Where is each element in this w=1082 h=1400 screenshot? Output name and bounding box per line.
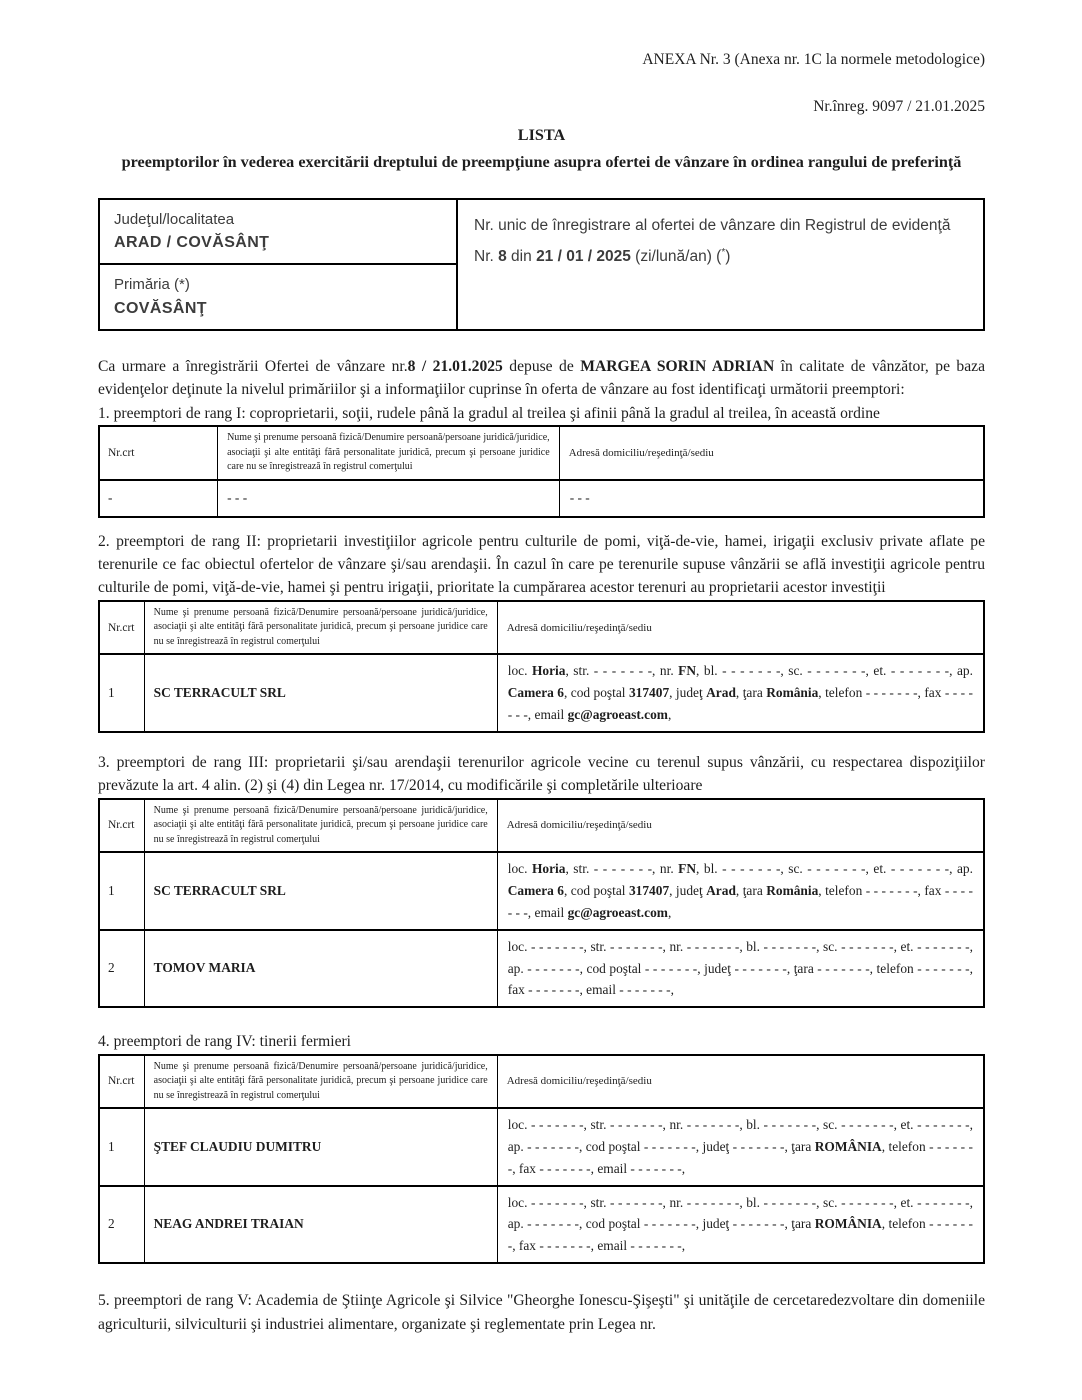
annex-label: ANEXA Nr. 3 (Anexa nr. 1C la normele metodologice) <box>642 51 985 68</box>
row-address: loc. Horia, str. - - - - - - -, nr. FN, bl. - - - - - - -, sc. - - - - - - -, et. - - - - - - -, ap. Camera 6, cod poştal 317407, judeţ Arad, ţara România, telefon - - - - - - -, fax - - - - - - -, email gc@agroeast.com, <box>497 852 984 930</box>
cityhall-label: Primăria (*) <box>114 276 190 294</box>
cityhall-value: COVĂSÂNŢ <box>114 299 207 317</box>
county-label: Judeţul/localitatea <box>114 210 235 228</box>
row-name: TOMOV MARIA <box>144 930 497 1008</box>
row-name: NEAG ANDREI TRAIAN <box>144 1186 497 1264</box>
intro-paragraph: Ca urmare a înregistrării Ofertei de vânzare nr.8 / 21.01.2025 depuse de MARGEA SORIN ADRIAN în calitate de vânzător, pe baza evidenţelor deţinute la nivelul primăriilor şi a informaţiilor cuprinse în oferta de vânzare au fost identificaţi următorii preemptori: <box>98 357 985 399</box>
col-header-nr: Nr.crt <box>99 601 144 655</box>
table-row <box>99 930 984 1008</box>
rank4-table <box>98 1054 985 1265</box>
col-header-name: Nume şi prenume persoană fizică/Denumire persoană/persoane juridică/juridice, asociaţii şi alte entităţi fără personalitate juridică, precum şi persoane juridice care nu se înregistrează în registrul comerţului <box>144 601 497 655</box>
page-subtitle: preemptorilor în vederea exercitării dreptului de preempţiune asupra ofertei de vânzare în ordinea rangului de preferinţă <box>121 152 962 171</box>
col-header-name: Nume şi prenume persoană fizică/Denumire persoană/persoane juridică/juridice, asociaţii şi alte entităţi fără personalitate juridică, precum şi persoane juridice care nu se înregistrează în registrul comerţului <box>144 1055 497 1109</box>
info-box-left-column <box>100 200 458 329</box>
row-number: 2 <box>99 1186 144 1264</box>
rank3-heading: 3. preemptori de rang III: proprietarii şi/sau arendaşii terenurilor agricole vecine cu terenul supus vânzării, cu respectarea dispoziţiilor prevăzute la art. 4 alin. (2) şi (4) din Legea nr. 17/2014, cu modificările şi completările ulterioare <box>98 753 985 795</box>
row-number: 1 <box>99 852 144 930</box>
unique-registration-value: Nr. 8 din 21 / 01 / 2025 (zi/lună/an) (*) <box>474 246 731 265</box>
col-header-name: Nume şi prenume persoană fizică/Denumire persoană/persoane juridică/juridice, asociaţii şi alte entităţi fără personalitate juridică, precum şi persoane juridice care nu se înregistrează în registrul comerţului <box>218 426 560 480</box>
row-number: 1 <box>99 1108 144 1186</box>
unique-registration-cell <box>458 200 983 329</box>
row-address: loc. Horia, str. - - - - - - -, nr. FN, bl. - - - - - - -, sc. - - - - - - -, et. - - - - - - -, ap. Camera 6, cod poştal 317407, judeţ Arad, ţara România, telefon - - - - - - -, fax - - - - - - -, email gc@agroeast.com, <box>497 654 984 732</box>
row-name: SC TERRACULT SRL <box>144 654 497 732</box>
col-header-nr: Nr.crt <box>99 799 144 853</box>
col-header-address: Adresă domiciliu/reşedinţă/sediu <box>559 426 984 480</box>
table-header-row <box>99 426 984 480</box>
county-value: ARAD / COVĂSÂNŢ <box>114 234 270 252</box>
rank4-heading: 4. preemptori de rang IV: tinerii fermieri <box>98 1033 352 1051</box>
rank3-table <box>98 798 985 1009</box>
county-cell <box>100 200 456 266</box>
registration-info-box <box>98 198 985 331</box>
registration-number: Nr.înreg. 9097 / 21.01.2025 <box>813 98 985 116</box>
col-header-address: Adresă domiciliu/reşedinţă/sediu <box>497 799 984 853</box>
row-address: loc. - - - - - - -, str. - - - - - - -, nr. - - - - - - -, bl. - - - - - - -, sc. - - - - - - -, et. - - - - - - -, ap. - - - - - - -, cod poştal - - - - - - -, judeţ - - - - - - -, ţara - - - - - - -, telefon - - - - - - -, fax - - - - - - -, email - - - - - - -, <box>497 930 984 1008</box>
row-address: loc. - - - - - - -, str. - - - - - - -, nr. - - - - - - -, bl. - - - - - - -, sc. - - - - - - -, et. - - - - - - -, ap. - - - - - - -, cod poştal - - - - - - -, judeţ - - - - - - -, ţara ROMÂNIA, telefon - - - - - - -, fax - - - - - - -, email - - - - - - -, <box>497 1186 984 1264</box>
rank1-table <box>98 425 985 518</box>
row-address: loc. - - - - - - -, str. - - - - - - -, nr. - - - - - - -, bl. - - - - - - -, sc. - - - - - - -, et. - - - - - - -, ap. - - - - - - -, cod poştal - - - - - - -, judeţ - - - - - - -, ţara ROMÂNIA, telefon - - - - - - -, fax - - - - - - -, email - - - - - - -, <box>497 1108 984 1186</box>
row-name: ŞTEF CLAUDIU DUMITRU <box>144 1108 497 1186</box>
table-header-row <box>99 799 984 853</box>
table-row <box>99 1186 984 1264</box>
row-address: - - - <box>559 480 984 517</box>
row-name: - - - <box>218 480 560 517</box>
rank1-heading: 1. preemptori de rang I: coproprietarii, soţii, rudele până la gradul al treilea şi afinii până la gradul al treilea, în această ordine <box>98 404 880 422</box>
col-header-nr: Nr.crt <box>99 1055 144 1109</box>
unique-registration-label: Nr. unic de înregistrare al ofertei de vânzare din Registrul de evidenţă <box>474 216 951 234</box>
rank5-heading: 5. preemptori de rang V: Academia de Ştiinţe Agricole şi Silvice "Gheorghe Ionescu-Şişeşti" şi unităţile de cercetaredezvoltare din domeniile agriculturii, silviculturii şi industriei alimentare, organizate şi reglementate prin Legea nr. <box>98 1292 985 1333</box>
rank2-heading: 2. preemptori de rang II: proprietarii investiţiilor agricole pentru culturile de pomi, viţă-de-vie, hamei, irigaţii exclusiv private aflate pe terenurile ce fac obiectul ofertelor de vânzare şi/sau arendaşii. În cazul în care pe terenurile supuse vânzării se află investiţii agricole pentru culturile de pomi, viţă-de-vie, hamei şi pentru irigaţii, prioritate la cumpărarea acestor terenuri au proprietarii acestor investiţii <box>98 532 985 597</box>
table-row <box>99 1108 984 1186</box>
table-row <box>99 852 984 930</box>
table-row <box>99 480 984 517</box>
col-header-nr: Nr.crt <box>99 426 218 480</box>
table-header-row <box>99 601 984 655</box>
rank2-table <box>98 600 985 733</box>
row-number: 2 <box>99 930 144 1008</box>
row-name: SC TERRACULT SRL <box>144 852 497 930</box>
table-header-row <box>99 1055 984 1109</box>
col-header-address: Adresă domiciliu/reşedinţă/sediu <box>497 601 984 655</box>
col-header-name: Nume şi prenume persoană fizică/Denumire persoană/persoane juridică/juridice, asociaţii şi alte entităţi fără personalitate juridică, precum şi persoane juridice care nu se înregistrează în registrul comerţului <box>144 799 497 853</box>
table-row <box>99 654 984 732</box>
col-header-address: Adresă domiciliu/reşedinţă/sediu <box>497 1055 984 1109</box>
cityhall-cell <box>100 265 456 329</box>
page-title: LISTA <box>517 126 566 145</box>
row-number: - <box>99 480 218 517</box>
row-number: 1 <box>99 654 144 732</box>
